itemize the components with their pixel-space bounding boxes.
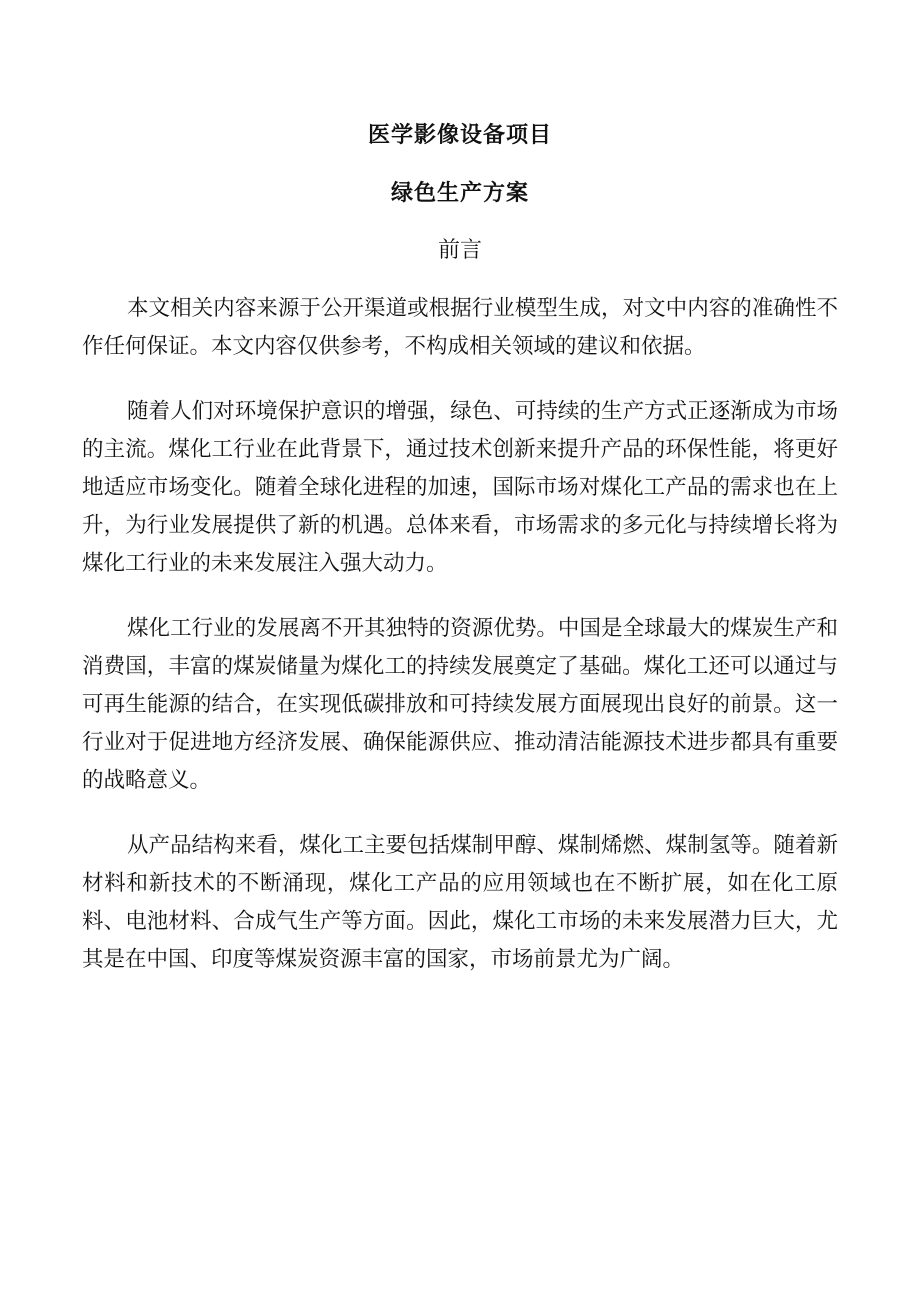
paragraph-product-structure: 从产品结构来看，煤化工主要包括煤制甲醇、煤制烯燃、煤制氢等。随着新材料和新技术的不断涌现，煤化工产品的应用领域也在不断扩展，如在化工原料、电池材料、合成气生产等方面。因此，煤化工市场的未来发展潜力巨大，尤其是在中国、印度等煤炭资源丰富的国家，市场前景尤为广阔。 <box>82 833 838 972</box>
document-subtitle: 绿色生产方案 <box>390 180 529 206</box>
paragraph-market-trend: 随着人们对环境保护意识的增强，绿色、可持续的生产方式正逐渐成为市场的主流。煤化工行业在此背景下，通过技术创新来提升产品的环保性能，将更好地适应市场变化。随着全球化进程的加速，国际市场对煤化工产品的需求也在上升，为行业发展提供了新的机遇。总体来看，市场需求的多元化与持续增长将为煤化工行业的未来发展注入强大动力。 <box>82 399 838 576</box>
document-body <box>82 290 838 1006</box>
paragraph-disclaimer: 本文相关内容来源于公开渠道或根据行业模型生成，对文中内容的准确性不作任何保证。本文内容仅供参考，不构成相关领域的建议和依据。 <box>82 296 838 359</box>
document-title: 医学影像设备项目 <box>367 122 552 148</box>
section-heading-preface: 前言 <box>437 238 482 263</box>
paragraph-resource-advantage: 煤化工行业的发展离不开其独特的资源优势。中国是全球最大的煤炭生产和消费国，丰富的煤炭储量为煤化工的持续发展奠定了基础。煤化工还可以通过与可再生能源的结合，在实现低碳排放和可持续发展方面展现出良好的前景。这一行业对于促进地方经济发展、确保能源供应、推动清洁能源技术进步都具有重要的战略意义。 <box>82 616 838 793</box>
